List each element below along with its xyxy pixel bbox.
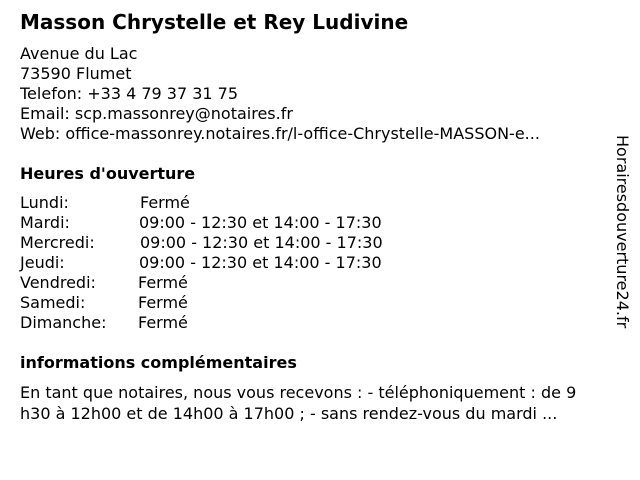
website-line: Web: office-massonrey.notaires.fr/l-office-Chrystelle-MASSON-e...	[20, 124, 540, 143]
hours-time-value: Fermé	[138, 313, 188, 332]
opening-hours-heading: Heures d'ouverture	[20, 164, 196, 183]
hours-time-value: 09:00 - 12:30 et 14:00 - 17:30	[139, 253, 382, 272]
hours-time-value: Fermé	[138, 273, 188, 292]
address-street: Avenue du Lac	[20, 44, 138, 63]
hours-day-label: Mercredi:	[20, 233, 95, 252]
hours-time-value: Fermé	[138, 293, 188, 312]
additional-info-line-1: En tant que notaires, nous vous recevons : - téléphoniquement : de 9	[20, 383, 577, 402]
hours-day-label: Jeudi:	[20, 253, 65, 272]
hours-day-label: Dimanche:	[20, 313, 107, 332]
site-watermark: Horairesdouverture24.fr	[613, 135, 632, 329]
phone-line: Telefon: +33 4 79 37 31 75	[20, 84, 239, 103]
hours-time-value: Fermé	[140, 193, 190, 212]
address-city: 73590 Flumet	[20, 64, 132, 83]
hours-day-label: Vendredi:	[20, 273, 96, 292]
hours-time-value: 09:00 - 12:30 et 14:00 - 17:30	[139, 213, 382, 232]
hours-day-label: Lundi:	[20, 193, 69, 212]
hours-day-label: Mardi:	[20, 213, 70, 232]
hours-day-label: Samedi:	[20, 293, 86, 312]
hours-time-value: 09:00 - 12:30 et 14:00 - 17:30	[140, 233, 383, 252]
business-name: Masson Chrystelle et Rey Ludivine	[20, 10, 409, 34]
email-line: Email: scp.massonrey@notaires.fr	[20, 104, 293, 123]
additional-info-line-2: h30 à 12h00 et de 14h00 à 17h00 ; - sans rendez-vous du mardi ...	[20, 404, 558, 423]
additional-info-heading: informations complémentaires	[20, 353, 297, 372]
